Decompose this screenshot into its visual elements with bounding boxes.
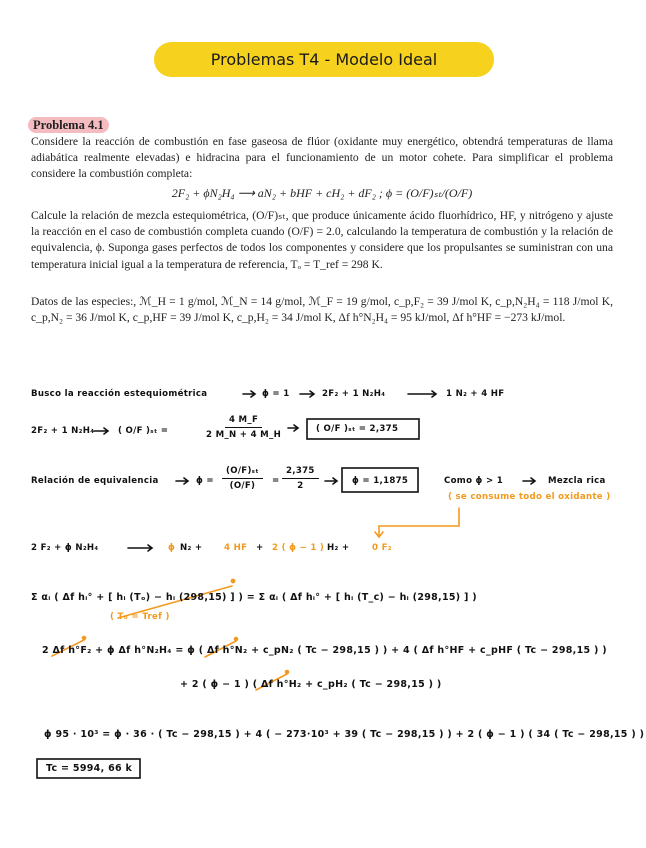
note-products-stoich: 1 N₂ + 4 HF (446, 389, 505, 399)
note-phi-fraction-2 (282, 466, 319, 491)
phi-num-1: (O/F)ₛₜ (222, 466, 263, 479)
problem-label: Problema 4.1 (28, 117, 109, 133)
result-phi: ϕ = 1,1875 (352, 476, 409, 486)
note-stoich-intro: Busco la reacción estequiométrica (31, 389, 208, 399)
result-of-st: ( O/F )ₛₜ = 2,375 (316, 424, 399, 434)
problem-body: Calcule la relación de mezcla estequiométrica, (O/F)ₛₜ, que produce únicamente ácido fluorhídrico, HF, y nitrógeno y ajuste la reacción en el caso de combustión completa cuando (O/F) = 2.0, calculando la temperatura de combustión y la relación de equivalencia, ϕ. Suponga gases perfectos de todos los componentes y considere que los propulsantes se suministran con una temperatura inicial igual a la temperatura de referencia, Tₒ = T_ref = 298 K. (31, 209, 613, 271)
note-mezcla-rica: Mezcla rica (548, 476, 606, 486)
species-data: Datos de las especies:, ℳ_H = 1 g/mol, ℳ_N = 14 g/mol, ℳ_F = 19 g/mol, c_p,F₂ = 39 J/mol K, c_p,N₂H₄ = 118 J/mol K, c_p,N₂ = 36 J/mol K, c_p,HF = 39 J/mol K, c_p,H₂ = 34 J/mol K, Δf h°N₂H₄ = 95 kJ/mol, Δf h°HF = −273 kJ/mol. (31, 295, 613, 325)
note-phi-fraction-1 (222, 466, 263, 491)
note-n2: N₂ + (180, 543, 203, 553)
note-coef-n2: ϕ (168, 543, 176, 553)
problem-equation: 2F₂ + ϕN₂H₄ ⟶ aN₂ + bHF + cH₂ + dF₂ ; ϕ = (O/F)ₛₜ/(O/F) (171, 186, 473, 200)
note-of-st-label: ( O/F )ₛₜ = (118, 426, 169, 436)
note-reactants-2: 2F₂ + 1 N₂H₄ (31, 426, 95, 436)
fraction-denominator: 2 M_N + 4 M_H (206, 430, 282, 440)
note-oxidant-consumed: ( se consume todo el oxidante ) (448, 492, 611, 502)
note-reactants-stoich: 2F₂ + 1 N₂H₄ (322, 389, 386, 399)
result-tc: Tc = 5994, 66 k (46, 763, 133, 774)
note-phi-def: ϕ = (196, 476, 214, 486)
note-plus: + (256, 543, 264, 553)
note-como: Como ϕ > 1 (444, 476, 504, 486)
phi-den-2: 2 (297, 481, 304, 491)
note-h2: H₂ + (327, 543, 350, 553)
fraction-numerator: 4 M_F (225, 415, 262, 428)
note-equivalence-label: Relación de equivalencia (31, 476, 159, 486)
note-coef-h2: 2 ( ϕ − 1 ) (272, 543, 325, 553)
note-phi-one: ϕ = 1 (262, 389, 290, 399)
page-title (154, 42, 494, 77)
note-coef-hf: 4 HF (224, 543, 248, 553)
note-balance-numeric: ϕ 95 · 10³ = ϕ · 36 · ( Tc − 298,15 ) + 4 ( − 273·10³ + 39 ( Tc − 298,15 ) ) + 2 ( ϕ − 1 ) ( 34 ( Tc − 298,15 ) ) (44, 729, 645, 740)
note-to-tref: ( Tₒ = Tref ) (110, 612, 170, 622)
problem-intro: Considere la reacción de combustión en fase gaseosa de flúor (oxidante muy energético, obtendrá temperaturas de llama adiabática realmente elevadas) e hidracina para el funcionamiento de un motor cohete. Para simplificar el problema considere la combustión completa: (31, 135, 613, 181)
note-equals: = (272, 476, 280, 486)
page-title-text: Problemas T4 - Modelo Ideal (210, 50, 438, 69)
note-reaction-reactants: 2 F₂ + ϕ N₂H₄ (31, 543, 99, 553)
note-balance-expanded-1: 2 Δf h°F₂ + ϕ Δf h°N₂H₄ = ϕ ( Δf h°N₂ + c_pN₂ ( Tc − 298,15 ) ) + 4 ( Δf h°HF + c_pHF ( Tc − 298,15 ) ) (42, 645, 607, 656)
phi-den-1: (O/F) (229, 481, 256, 491)
phi-num-2: 2,375 (282, 466, 319, 479)
note-of-st-fraction (202, 415, 285, 440)
note-energy-balance: Σ αᵢ ( Δf hᵢ° + [ hᵢ (Tₒ) − hᵢ (298,15) ] ) = Σ αᵢ ( Δf hᵢ° + [ hᵢ (T_c) − hᵢ (298,15) ] ) (31, 592, 477, 603)
note-f2-zero: 0 F₂ (372, 543, 392, 553)
note-balance-expanded-2: + 2 ( ϕ − 1 ) ( Δf h°H₂ + c_pH₂ ( Tc − 298,15 ) ) (180, 679, 442, 690)
